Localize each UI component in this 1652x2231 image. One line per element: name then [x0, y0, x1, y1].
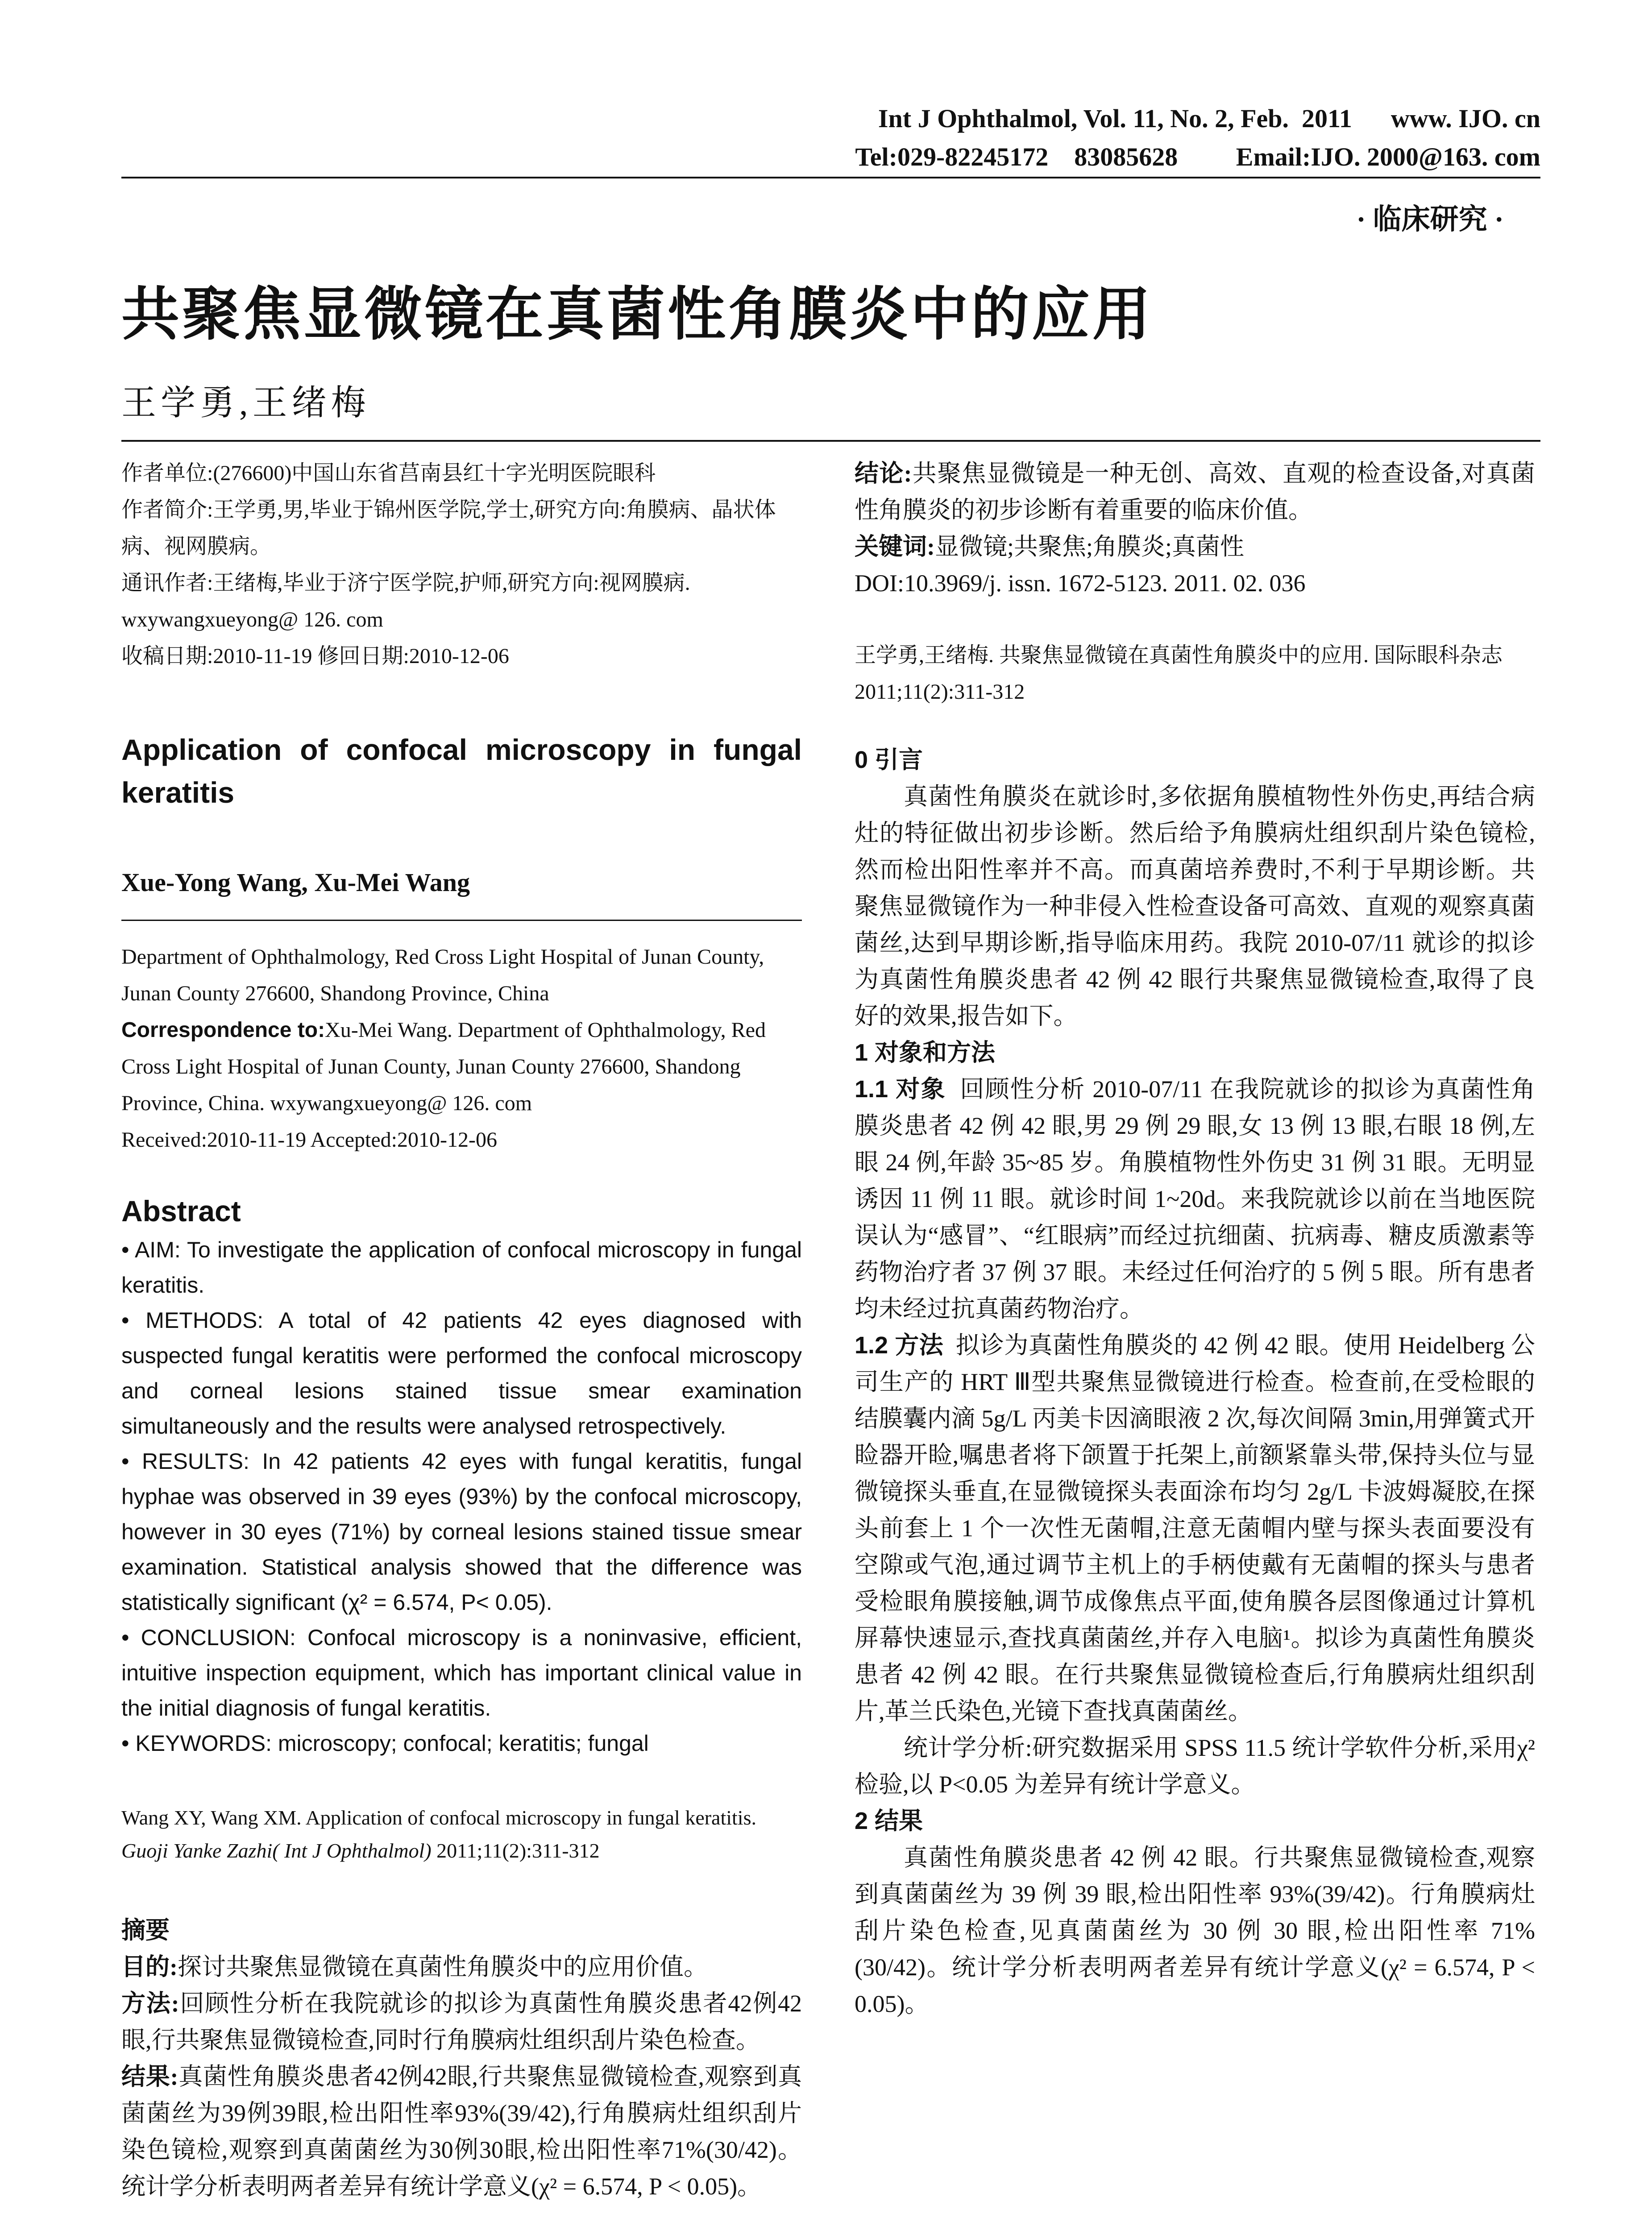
contact-header: Tel:029-82245172 83085628 Email:IJO. 2000@163. com [855, 142, 1540, 171]
header-rule [121, 177, 1540, 178]
section-tag: · 临床研究 · [1356, 203, 1504, 235]
abstract-results: • RESULTS: In 42 patients 42 eyes with fungal keratitis, fungal hyphae was observed in 39 eyes (93%) by the confocal microscopy, however in 30 eyes (71%) by corneal lesions stained tissue smear examination. Statistical analysis showed that the difference was statistically significant (χ² = 6.574, P< 0.05). [121, 1449, 802, 1615]
abstract-keywords: • KEYWORDS: microscopy; confocal; keratitis; fungal [121, 1731, 649, 1756]
left-column [121, 455, 802, 2200]
journal-header: Int J Ophthalmol, Vol. 11, No. 2, Feb. 2011 www. IJO. cn [878, 104, 1540, 133]
abstract-methods: • METHODS: A total of 42 patients 42 eyes diagnosed with suspected fungal keratitis were performed the confocal microscopy and corneal lesions stained tissue smear examination simultaneously and the results were analysed retrospectively. [121, 1308, 802, 1439]
stats-paragraph: 统计学分析:研究数据采用 SPSS 11.5 统计学软件分析,采用χ²检验,以 P<0.05 为差异有统计学意义。 [855, 1734, 1535, 1798]
method-text: 拟诊为真菌性角膜炎的 42 例 42 眼。使用 Heidelberg 公司生产的 HRT Ⅲ型共聚焦显微镜进行检查。检查前,在受检眼的结膜囊内滴 5g/L 丙美卡因滴眼液 2 次,每次间隔 3min,用弹簧式开睑器开睑,嘱患者将下颌置于托架上,前额紧靠头带,保持头位与显微镜探头垂直,在显微镜探头表面涂布均匀 2g/L 卡波姆凝胶,在探头前套上 1 个一次性无菌帽,注意无菌帽内壁与探头表面要没有空隙或气泡,通过调节主机上的手柄使戴有无菌帽的探头与患者受检眼角膜接触,调节成像焦点平面,使角膜各层图像通过计算机屏幕快速显示,查找真菌菌丝,并存入电脑¹。拟诊为真菌性角膜炎患者 42 例 42 眼。在行共聚焦显微镜检查后,行角膜病灶组织刮片,革兰氏染色,光镜下查找真菌菌丝。 [855, 1332, 1535, 1725]
abstract-cn-keywords-label: 关键词: [855, 533, 935, 560]
intro-text: 真菌性角膜炎在就诊时,多依据角膜植物性外伤史,再结合病灶的特征做出初步诊断。然后给予角膜病灶组织刮片染色镜检,然而检出阳性率并不高。而真菌培养费时,不利于早期诊断。共聚焦显微镜作为一种非侵入性检查设备可高效、直观的观察真菌菌丝,达到早期诊断,指导临床用药。我院 2010-07/11 就诊的拟诊为真菌性角膜炎患者 42 例 42 眼行共聚焦显微镜检查,取得了良好的效果,报告如下。 [855, 783, 1535, 1029]
abstract-cn-methods-label: 方法: [121, 1990, 179, 2017]
method-label: 1.2 方法 [855, 1332, 943, 1359]
author-dates: 收稿日期:2010-11-19 修回日期:2010-12-06 [121, 644, 509, 668]
abstract-cn-conclusion-label: 结论: [855, 460, 912, 487]
correspondence-en [121, 1012, 802, 1122]
subjects-label: 1.1 对象 [855, 1076, 946, 1103]
correspondence-text: Xu-Mei Wang. Department of Ophthalmology, Red Cross Light Hospital of Junan County, Junan County 276600, Shandong Province, China. wxywangxueyong@ 126. com [121, 1018, 766, 1115]
abstract-cn-aim-label: 目的: [121, 1953, 178, 1980]
results-heading: 2 结果 [855, 1808, 923, 1834]
abstract-cn-aim [121, 1949, 802, 1985]
abstract-cn-methods [121, 1985, 802, 2058]
dates-en: Received:2010-11-19 Accepted:2010-12-06 [121, 1128, 497, 1152]
right-column [855, 455, 1535, 2022]
intro-heading: 0 引言 [855, 746, 923, 773]
authors-en: Xue-Yong Wang, Xu-Mei Wang [121, 868, 470, 897]
citation-en-journal: Guoji Yanke Zazhi( Int J Ophthalmol) [121, 1839, 432, 1862]
abstract-cn-keywords-text: 显微镜;共聚焦;角膜炎;真菌性 [934, 533, 1244, 560]
abstract-cn-results-text: 真菌性角膜炎患者42例42眼,行共聚焦显微镜检查,观察到真菌菌丝为39例39眼,检出阳性率93%(39/42),行角膜病灶组织刮片染色镜检,观察到真菌菌丝为30例30眼,检出阳性率71%(30/42)。统计学分析表明两者差异有统计学意义(χ² = 6.574, P < 0.05)。 [121, 2063, 802, 2200]
doi: DOI:10.3969/j. issn. 1672-5123. 2011. 02. 036 [855, 570, 1306, 597]
abstract-cn-keywords [855, 528, 1535, 565]
method-paragraph [855, 1327, 1535, 1729]
citation-en [121, 1801, 802, 1867]
abstract-cn-conclusion [855, 455, 1535, 528]
abstract-cn-conclusion-text: 共聚焦显微镜是一种无创、高效、直观的检查设备,对真菌性角膜炎的初步诊断有着重要的临床价值。 [855, 460, 1536, 523]
abstract-conclusion: • CONCLUSION: Confocal microscopy is a noninvasive, efficient, intuitive inspection equipment, which has important clinical value in the initial diagnosis of fungal keratitis. [121, 1625, 802, 1721]
department-en: Department of Ophthalmology, Red Cross Light Hospital of Junan County, Junan County 276600, Shandong Province, China [121, 945, 764, 1005]
authors-cn: 王学勇,王绪梅 [121, 383, 370, 422]
citation-en-prefix: Wang XY, Wang XM. Application of confocal microscopy in fungal keratitis. [121, 1806, 756, 1829]
author-correspondence: 通讯作者:王绪梅,毕业于济宁医学院,护师,研究方向:视网膜病. wxywangxueyong@ 126. com [121, 571, 690, 631]
abstract-aim: • AIM: To investigate the application of confocal microscopy in fungal keratitis. [121, 1237, 802, 1298]
abstract-cn-results-label: 结果: [121, 2063, 178, 2090]
article-title-cn: 共聚焦显微镜在真菌性角膜炎中的应用 [121, 282, 1154, 347]
title-rule [121, 440, 1540, 442]
abstract-cn-methods-text: 回顾性分析在我院就诊的拟诊为真菌性角膜炎患者42例42眼,行共聚焦显微镜检查,同时行角膜病灶组织刮片染色检查。 [121, 1990, 802, 2053]
abstract-cn-heading: 摘要 [121, 1917, 170, 1944]
subjects-paragraph [855, 1071, 1535, 1327]
author-bio: 作者简介:王学勇,男,毕业于锦州医学院,学士,研究方向:角膜病、晶状体病、视网膜病。 [121, 498, 776, 558]
abstract-cn-results [121, 2058, 802, 2200]
results-text: 真菌性角膜炎患者 42 例 42 眼。行共聚焦显微镜检查,观察到真菌菌丝为 39 例 39 眼,检出阳性率 93%(39/42)。行角膜病灶刮片染色检查,见真菌菌丝为 30 例 30 眼,检出阳性率 71%(30/42)。统计学分析表明两者差异有统计学意义(χ² = 6.574, P < 0.05)。 [855, 1844, 1535, 2017]
correspondence-label: Correspondence to: [121, 1018, 325, 1042]
subjects-text: 回顾性分析 2010-07/11 在我院就诊的拟诊为真菌性角膜炎患者 42 例 42 眼,男 29 例 29 眼,女 13 例 13 眼,右眼 18 例,左眼 24 例,年龄 35~85 岁。角膜植物性外伤史 31 例 31 眼。无明显诱因 11 例 11 眼。就诊时间 1~20d。来我院就诊以前在当地医院误认为“感冒”、“红眼病”而经过抗细菌、抗病毒、糖皮质激素等药物治疗者 37 例 37 眼。未经过任何治疗的 5 例 5 眼。所有患者均未经过抗真菌药物治疗。 [855, 1076, 1535, 1322]
abstract-heading: Abstract [121, 1194, 241, 1227]
methods-heading: 1 对象和方法 [855, 1039, 996, 1066]
citation-en-suffix: 2011;11(2):311-312 [431, 1839, 600, 1862]
abstract-cn-aim-text: 探讨共聚焦显微镜在真菌性角膜炎中的应用价值。 [177, 1953, 708, 1980]
citation-cn: 王学勇,王绪梅. 共聚焦显微镜在真菌性角膜炎中的应用. 国际眼科杂志 2011;11(2):311-312 [855, 643, 1503, 704]
author-affiliation: 作者单位:(276600)中国山东省莒南县红十字光明医院眼科 [121, 461, 656, 485]
article-title-en: Application of confocal microscopy in fungal keratitis [121, 733, 802, 809]
